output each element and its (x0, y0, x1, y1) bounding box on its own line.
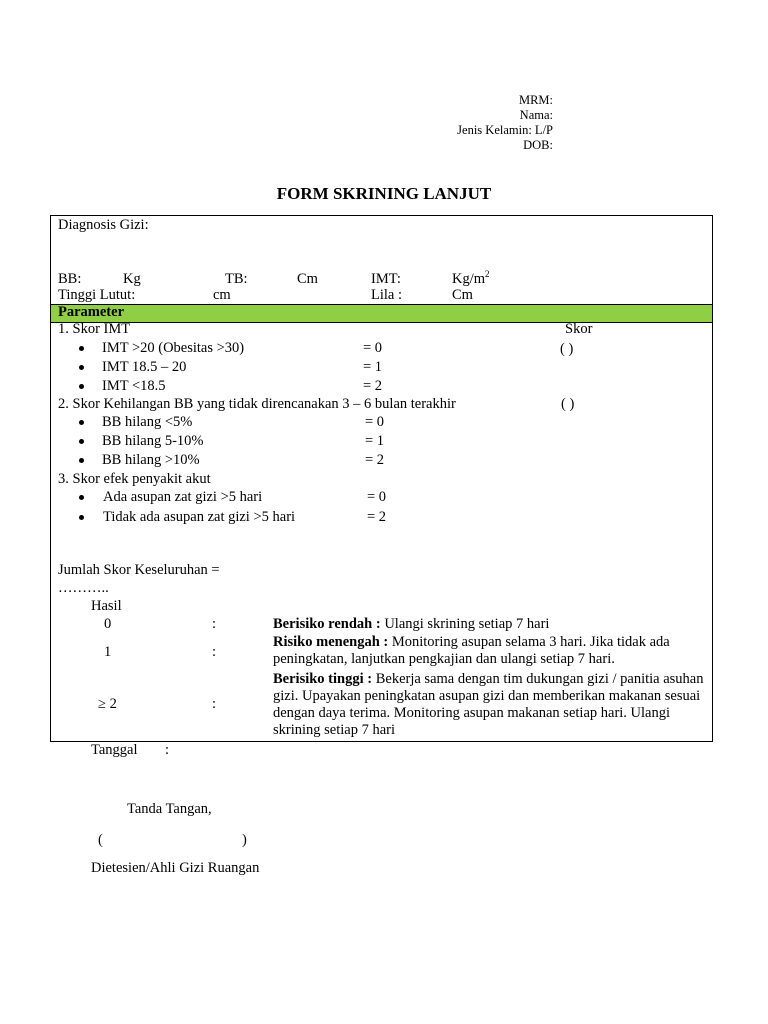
section-2-item-value: = 0 (365, 414, 385, 430)
section-3-item-value: = 0 (367, 489, 387, 505)
tinggi-lutut-unit: cm (213, 287, 231, 303)
dob-label: DOB: (523, 138, 553, 152)
bb-label: BB: (58, 271, 82, 287)
signature-close-paren: ) (242, 832, 247, 848)
section-3-title: 3. Skor efek penyakit akut (58, 471, 211, 487)
section-2-item-label: BB hilang 5-10% (102, 433, 204, 449)
result-score: ≥ 2 (98, 696, 117, 712)
bullet-icon (79, 515, 84, 520)
section-1-item-label: IMT <18.5 (102, 378, 166, 394)
bullet-icon (79, 458, 84, 463)
bullet-icon (79, 495, 84, 500)
bullet-icon (79, 439, 84, 444)
tinggi-lutut-label: Tinggi Lutut: (58, 287, 136, 303)
imt-label: IMT: (371, 271, 401, 287)
section-1-title: 1. Skor IMT (58, 321, 131, 337)
jenis-kelamin-label: Jenis Kelamin: L/P (457, 123, 553, 137)
section-1-item-value: = 0 (363, 340, 383, 356)
bullet-icon (79, 384, 84, 389)
lila-unit: Cm (452, 287, 473, 303)
section-1-item-label: IMT >20 (Obesitas >30) (102, 340, 245, 356)
bullet-icon (79, 346, 84, 351)
section-3-item-label: Tidak ada asupan zat gizi >5 hari (103, 509, 296, 525)
result-score: 0 (104, 616, 112, 632)
bb-unit: Kg (123, 271, 141, 287)
lila-label: Lila : (371, 287, 403, 303)
section-1-score-box: ( ) (560, 341, 574, 357)
result-colon: : (212, 644, 217, 660)
skor-label: Skor (565, 321, 593, 337)
signature-open-paren: ( (98, 832, 103, 848)
section-3-item-value: = 2 (367, 509, 387, 525)
section-2-item-value: = 1 (365, 433, 385, 449)
section-2-item-label: BB hilang >10% (102, 452, 200, 468)
total-score-label: Jumlah Skor Keseluruhan = (58, 562, 220, 578)
result-text-medium: Risiko menengah : Monitoring asupan selama 3 hari. Jika tidak ada peningkatan, lanjutkan pengkajian dan ulangi setiap 7 hari. (273, 634, 670, 667)
result-text-low: Berisiko rendah : Ulangi skrining setiap 7 hari (273, 616, 550, 632)
diagnosis-gizi-label: Diagnosis Gizi: (58, 217, 149, 233)
result-colon: : (212, 616, 217, 632)
imt-unit: $Kg/m^2$ (452, 269, 490, 287)
mrm-label: MRM: (518, 93, 553, 107)
nama-label: Nama: (519, 108, 553, 122)
section-2-item-label: BB hilang <5% (102, 414, 193, 430)
section-1-item-value: = 2 (363, 378, 383, 394)
total-score-dots: ……….. (58, 580, 109, 596)
section-3-item-label: Ada asupan zat gizi >5 hari (103, 489, 263, 505)
result-colon: : (212, 696, 217, 712)
bullet-icon (79, 365, 84, 370)
section-1-item-value: = 1 (363, 359, 383, 375)
result-score: 1 (104, 644, 112, 660)
tanda-tangan-label: Tanda Tangan, (127, 801, 212, 817)
result-text-high: Berisiko tinggi : Bekerja sama dengan tim dukungan gizi / panitia asuhan gizi. Upayakan peningkatan asupan gizi dan memberikan makanan sesuai dengan daya terima. Monitoring asupan makanan setiap hari. Ulangi skrining setiap 7 hari (273, 671, 704, 738)
tanggal-colon: : (165, 742, 170, 758)
section-2-title: 2. Skor Kehilangan BB yang tidak direncanakan 3 – 6 bulan terakhir (58, 396, 456, 412)
hasil-label: Hasil (91, 598, 122, 614)
tanggal-label: Tanggal (91, 742, 138, 758)
tb-label: TB: (225, 271, 248, 287)
section-1-item-label: IMT 18.5 – 20 (102, 359, 187, 375)
bullet-icon (79, 420, 84, 425)
section-2-score-box: ( ) (561, 396, 575, 412)
page-title: FORM SKRINING LANJUT (276, 184, 492, 203)
section-2-item-value: = 2 (365, 452, 385, 468)
dietesien-label: Dietesien/Ahli Gizi Ruangan (91, 860, 260, 876)
parameter-header-bar (51, 304, 712, 323)
parameter-label: Parameter (58, 304, 125, 320)
tb-unit: Cm (297, 271, 318, 287)
